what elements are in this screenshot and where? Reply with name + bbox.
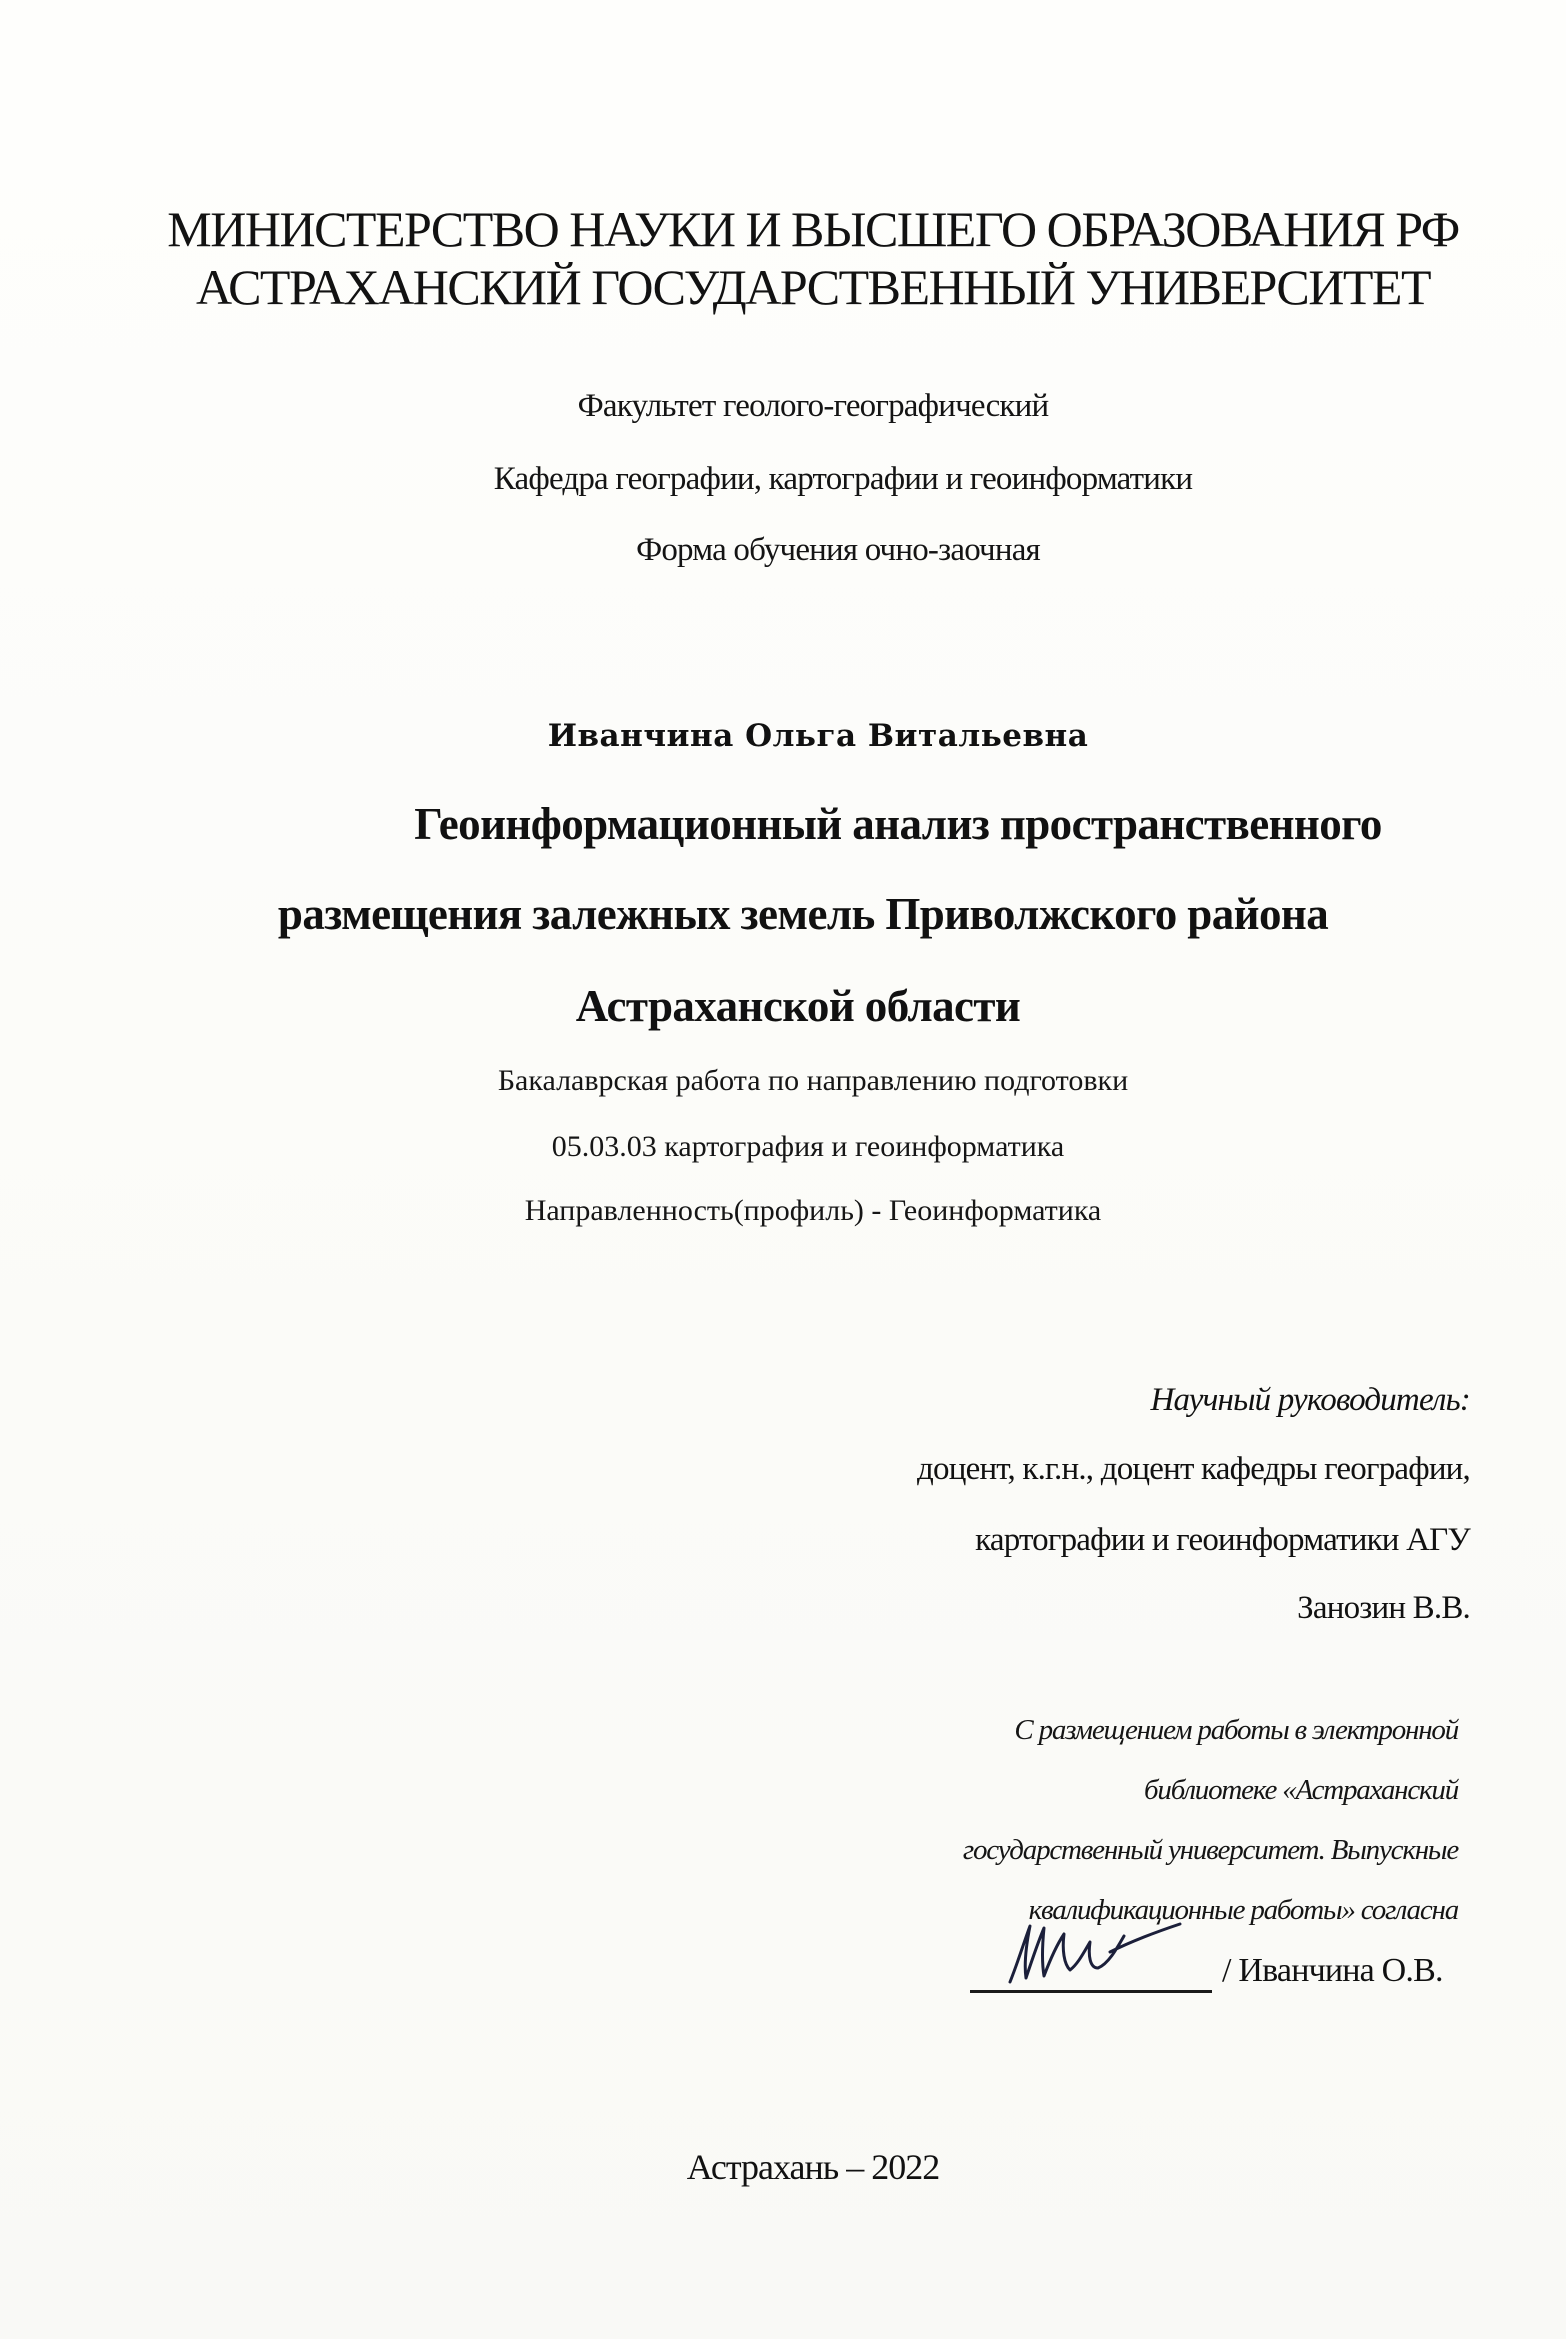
thesis-title-line-3: Астраханской области	[575, 981, 1021, 1031]
author-name: Иванчина Ольга Витальевна	[547, 718, 1089, 754]
handwritten-signature	[990, 1912, 1190, 1997]
supervisor-label: Научный руководитель:	[1150, 1382, 1470, 1418]
university-heading: АСТРАХАНСКИЙ ГОСУДАРСТВЕННЫЙ УНИВЕРСИТЕТ	[195, 259, 1431, 315]
consent-line-1: С размещением работы в электронной	[1014, 1714, 1458, 1746]
ministry-heading: МИНИСТЕРСТВО НАУКИ И ВЫСШЕГО ОБРАЗОВАНИЯ РФ	[167, 201, 1459, 257]
study-form-line: Форма обучения очно-заочная	[636, 532, 1040, 568]
supervisor-position-2: картографии и геоинформатики АГУ	[975, 1522, 1470, 1558]
work-type-line: Бакалаврская работа по направлению подготовки	[497, 1064, 1129, 1097]
thesis-title-line-2: размещения залежных земель Приволжского района	[277, 889, 1329, 939]
supervisor-position-1: доцент, к.г.н., доцент кафедры географии,	[917, 1451, 1470, 1487]
consent-line-4: квалификационные работы» согласна	[1028, 1894, 1458, 1926]
profile-line: Направленность(профиль) - Геоинформатика	[524, 1194, 1102, 1227]
signature-line	[970, 1990, 1212, 1993]
consent-line-2: библиотеке «Астраханский	[1144, 1774, 1458, 1806]
thesis-title-line-1: Геоинформационный анализ пространственного	[414, 799, 1382, 849]
city-year: Астрахань – 2022	[686, 2147, 940, 2187]
supervisor-name: Занозин В.В.	[1297, 1590, 1470, 1626]
signature-name: / Иванчина О.В.	[1222, 1952, 1443, 1989]
department-line: Кафедра географии, картографии и геоинформатики	[493, 461, 1193, 497]
specialty-code-line: 05.03.03 картография и геоинформатика	[551, 1130, 1065, 1163]
consent-line-3: государственный университет. Выпускные	[962, 1834, 1458, 1866]
faculty-line: Факультет геолого-географический	[577, 388, 1049, 424]
